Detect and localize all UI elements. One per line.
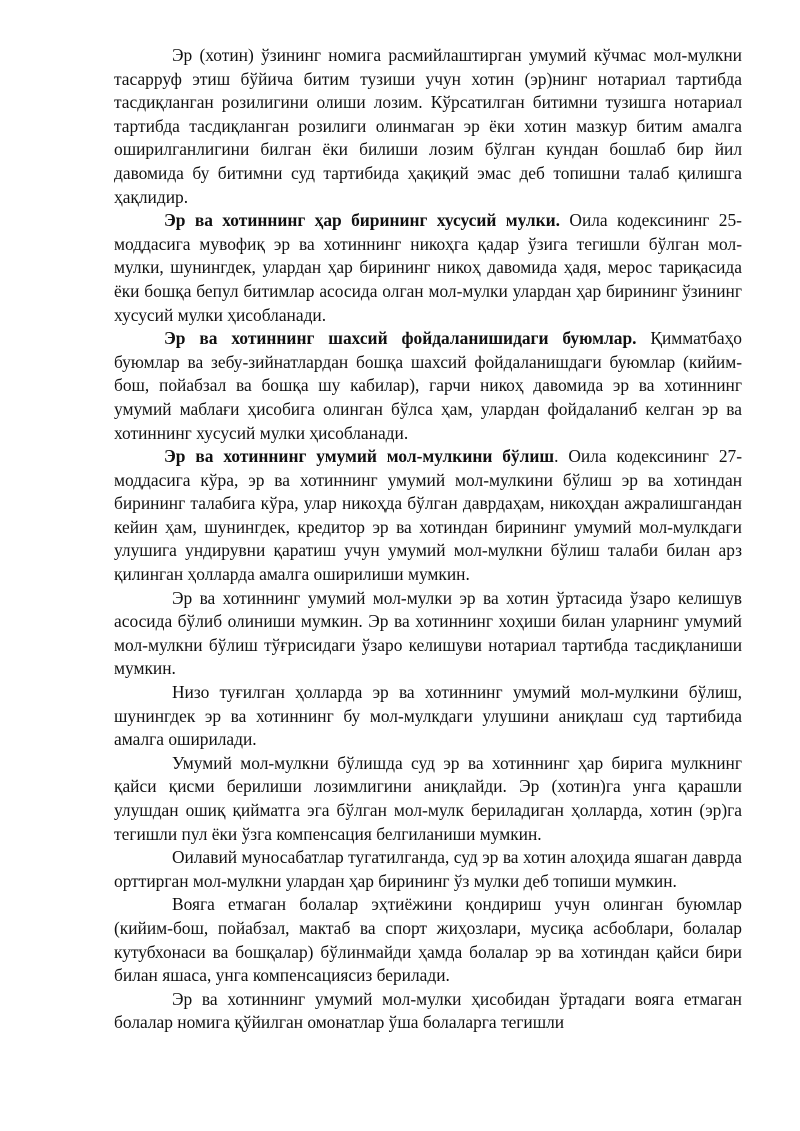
- paragraph: [114, 752, 742, 846]
- paragraph-heading: Эр ва хотиннинг ҳар бирининг хусусий мулки.: [164, 210, 561, 231]
- paragraph-text: Оила кодексининг 25-моддасига мувофиқ эр ва хотиннинг никоҳга қадар ўзига тегишли бўлган мол-мулки, шунингдек, улардан ҳар бирининг никоҳ давомида ҳадя, мерос тариқасида ёки бошқа бепул битимлар асосида олган мол-мулки улардан ҳар бирининг ўзининг хусусий мулки ҳисобланади.: [114, 210, 742, 325]
- paragraph: [114, 44, 742, 209]
- paragraph: [114, 893, 742, 987]
- paragraph-text: Оилавий муносабатлар тугатилганда, суд эр ва хотин алоҳида яшаган даврда орттирган мол-мулкни улардан ҳар бирининг ўз мулки деб топиши мумкин.: [114, 847, 742, 891]
- paragraph: [114, 445, 742, 587]
- paragraph: [114, 587, 742, 681]
- document-page: [114, 44, 742, 1035]
- paragraph: [114, 327, 742, 445]
- paragraph: [114, 209, 742, 327]
- paragraph-text: . Оила кодексининг 27-моддасига кўра, эр ва хотиннинг умумий мол-мулкини бўлиш эр ва хотиндан бирининг талабига кўра, улар никоҳда бўлган даврдаҳам, никоҳдан ажралишгандан кейин ҳам, шунингдек, кредитор эр ва хотиндан бирининг умумий мол-мулкдаги улушига ундирувни қаратиш учун умумий мол-мулкни бўлиш талаби билан арз қилинган ҳолларда амалга оширилиши мумкин.: [114, 446, 742, 585]
- paragraph-text: Эр ва хотиннинг умумий мол-мулки эр ва хотин ўртасида ўзаро келишув асосида бўлиб олиниши мумкин. Эр ва хотиннинг хоҳиши билан уларнинг умумий мол-мулкни бўлиш тўғрисидаги ўзаро келишуви нотариал тартибда тасдиқланиши мумкин.: [114, 587, 742, 679]
- paragraph: [114, 988, 742, 1035]
- paragraph-text: Эр (хотин) ўзининг номига расмийлаштирган умумий кўчмас мол-мулкни тасарруф этиш бўйича битим тузиши учун хотин (эр)нинг нотариал тартибда тасдиқланган розилигини олиши лозим. Кўрсатилган битимни тузишга нотариал тартибда тасдиқланган розилиги олинмаган эр ёки хотин мазкур битим амалга оширилганлигини билган ёки билиши лозим бўлган кундан бошлаб бир йил давомида бу битимни суд тартибида ҳақиқий эмас деб топишни талаб қилишга ҳақлидир.: [114, 45, 742, 207]
- paragraph-text: Умумий мол-мулкни бўлишда суд эр ва хотиннинг ҳар бирига мулкнинг қайси қисми берилиши лозимлигини аниқлайди. Эр (хотин)га унга қарашли улушдан ошиқ қийматга эга бўлган мол-мулк бериладиган ҳолларда, хотин (эр)га тегишли пул ёки ўзга компенсация белгиланиши мумкин.: [114, 752, 742, 844]
- paragraph-heading: Эр ва хотиннинг умумий мол-мулкини бўлиш: [164, 446, 555, 467]
- paragraph-text: Вояга етмаган болалар эҳтиёжини қондириш учун олинган буюмлар (кийим-бош, пойабзал, мактаб ва спорт жиҳозлари, мусиқа асбоблари, болалар кутубхонаси ва бошқалар) бўлинмайди ҳамда болалар эр ва хотиндан қайси бири билан яшаса, унга компенсациясиз берилади.: [114, 894, 742, 986]
- paragraph: [114, 846, 742, 893]
- paragraph-text: Низо туғилган ҳолларда эр ва хотиннинг умумий мол-мулкини бўлиш, шунингдек эр ва хотиннинг бу мол-мулкдаги улушини аниқлаш суд тартибида амалга оширилади.: [114, 682, 742, 750]
- paragraph-heading: Эр ва хотиннинг шахсий фойдаланишидаги буюмлар.: [164, 328, 637, 349]
- paragraph-text: Қимматбаҳо буюмлар ва зебу-зийнатлардан бошқа шахсий фойдаланишдаги буюмлар (кийим-бош, пойабзал ва бошқа шу кабилар), гарчи никоҳ давомида эр ва хотиннинг умумий маблағи ҳисобига олинган бўлса ҳам, улардан фойдаланиб келган эр ва хотиннинг хусусий мулки ҳисобланади.: [114, 328, 742, 443]
- paragraph: [114, 681, 742, 752]
- paragraph-text: Эр ва хотиннинг умумий мол-мулки ҳисобидан ўртадаги вояга етмаган болалар номига қўйилган омонатлар ўша болаларга тегишли: [114, 988, 742, 1033]
